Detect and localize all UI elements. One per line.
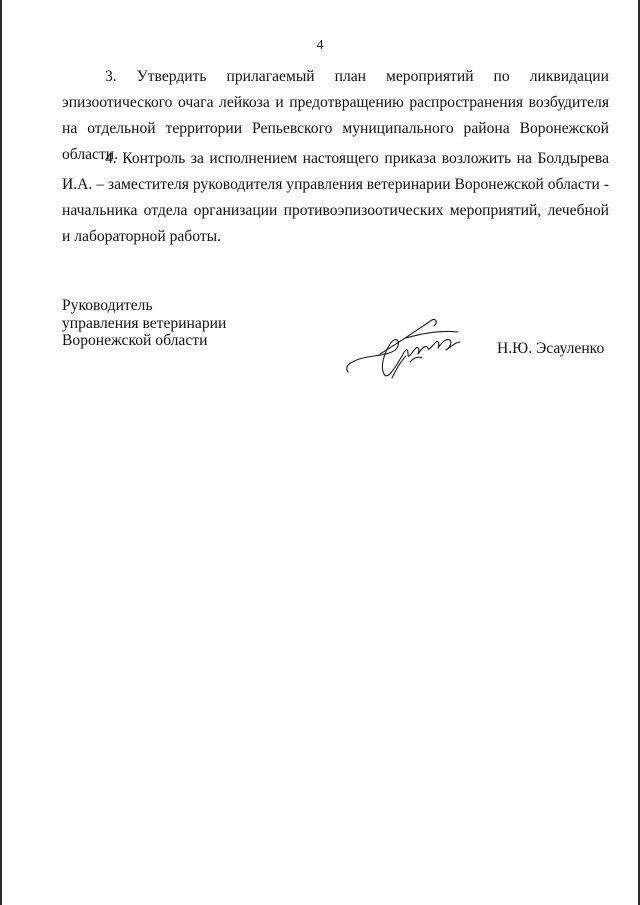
- scan-edge-left: [0, 0, 2, 905]
- page-number: 4: [316, 38, 324, 53]
- handwritten-signature: [340, 312, 470, 384]
- signatory-title-line: управления ветеринарии: [62, 314, 227, 332]
- signer-name: Н.Ю. Эсауленко: [497, 340, 605, 357]
- signatory-title-line: Руководитель: [62, 297, 153, 314]
- paragraph-item-3: 3. Утвердить прилагаемый план мероприятий по ликвидации эпизоотического очага лейкоза и предотвращению распространения возбудителя на отдельной территории Репьевского муниципального района Воронежской области.: [62, 68, 609, 163]
- paragraph-item-4: 4. Контроль за исполнением настоящего приказа возложить на Болдырева И.А. – заместителя руководителя управления ветеринарии Воронежской области - начальника отдела организации противоэпизоотических мероприятий, лечебной и лабораторной работы.: [62, 150, 609, 245]
- signatory-title-block: [62, 297, 226, 350]
- signatory-title-line: Воронежской области: [62, 332, 208, 349]
